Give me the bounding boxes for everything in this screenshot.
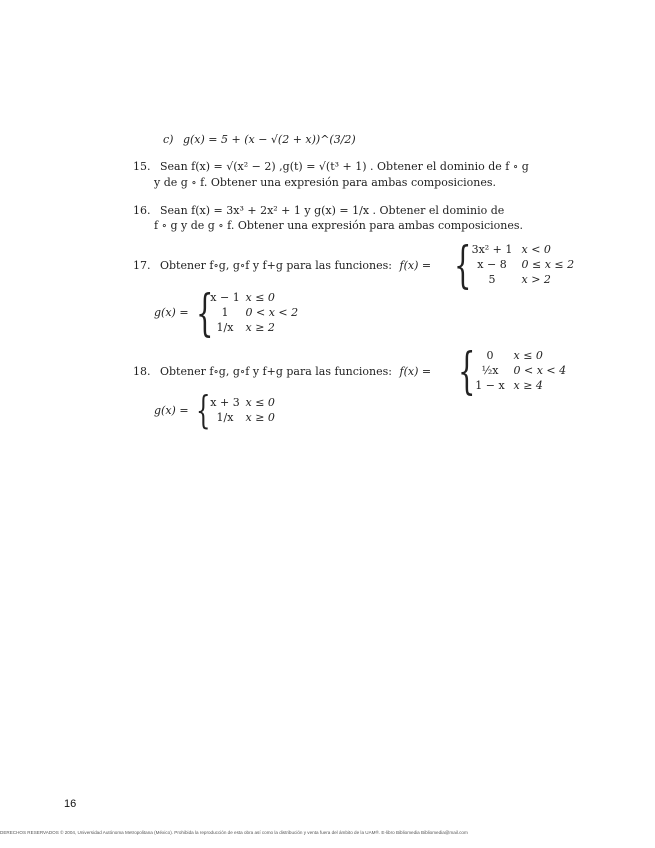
problem-15-line-1 (133, 160, 529, 173)
problem-17-text: Obtener f∘g, g∘f y f+g para las funciones: (160, 259, 392, 272)
problem-15-text-1: Sean f(x) = √(x² − 2) ,g(t) = √(t³ + 1) . Obtener el dominio de f ∘ g (160, 160, 529, 173)
problem-15-number: 15. (133, 160, 151, 173)
problem-18-g-label: g(x) = (154, 404, 189, 417)
problem-18-g-case-1: x + 3 x ≤ 0 (210, 396, 275, 409)
problem-17-f-case-2: x − 8 0 ≤ x ≤ 2 (477, 258, 575, 271)
problem-17-g-case-2: 1 0 < x < 2 (221, 306, 299, 319)
problem-18-g-brace: { (196, 388, 211, 432)
problem-16-line-2: f ∘ g y de g ∘ f. Obtener una expresión para ambas composiciones. (154, 219, 524, 232)
problem-16-text-1: Sean f(x) = 3x³ + 2x² + 1 y g(x) = 1/x . Obtener el dominio de (160, 204, 505, 217)
copyright-footer: DERECHOS RESERVADOS © 2004, Universidad Autónoma Metropolitana (México). Prohibida la reproducción de esta obra así como la distribución y venta fuera del ámbito de la UAM®. E-libro Bibliomedia Bibliomedia@mail.com (0, 830, 468, 835)
problem-18-number: 18. (133, 365, 151, 378)
problem-18-g-case-2: 1/x x ≥ 0 (216, 411, 275, 424)
problem-18-f-case-2: ½x 0 < x < 4 (481, 364, 567, 377)
problem-16-line-1 (133, 204, 504, 217)
problem-18-f-label: f(x) = (399, 365, 432, 378)
problem-18-statement (133, 365, 431, 378)
problem-17-g-case-3: 1/x x ≥ 2 (216, 321, 275, 334)
page-number: 16 (64, 798, 77, 810)
problem-15-line-2: y de g ∘ f. Obtener una expresión para ambas composiciones. (154, 176, 497, 189)
problem-17-statement (133, 259, 431, 272)
problem-17-g-label: g(x) = (154, 306, 189, 319)
problem-17-f-brace: { (454, 236, 472, 294)
item-c (163, 133, 356, 146)
problem-17-number: 17. (133, 259, 151, 272)
problem-18-f-brace: { (458, 342, 476, 400)
item-c-expression: g(x) = 5 + (x − √(2 + x))^(3/2) (182, 133, 356, 146)
problem-17-g-case-1: x − 1 x ≤ 0 (210, 291, 275, 304)
problem-17-f-case-3: 5 x > 2 (488, 273, 551, 286)
problem-17-f-label: f(x) = (399, 259, 432, 272)
problem-18-text: Obtener f∘g, g∘f y f+g para las funciones: (160, 365, 392, 378)
problem-16-number: 16. (133, 204, 151, 217)
problem-18-f-case-1: 0 x ≤ 0 (486, 349, 543, 362)
problem-17-f-case-1: 3x² + 1 x < 0 (471, 243, 551, 256)
item-c-label: c) (163, 133, 174, 146)
problem-18-f-case-3: 1 − x x ≥ 4 (475, 379, 543, 392)
problem-17-g-brace: { (196, 284, 214, 342)
